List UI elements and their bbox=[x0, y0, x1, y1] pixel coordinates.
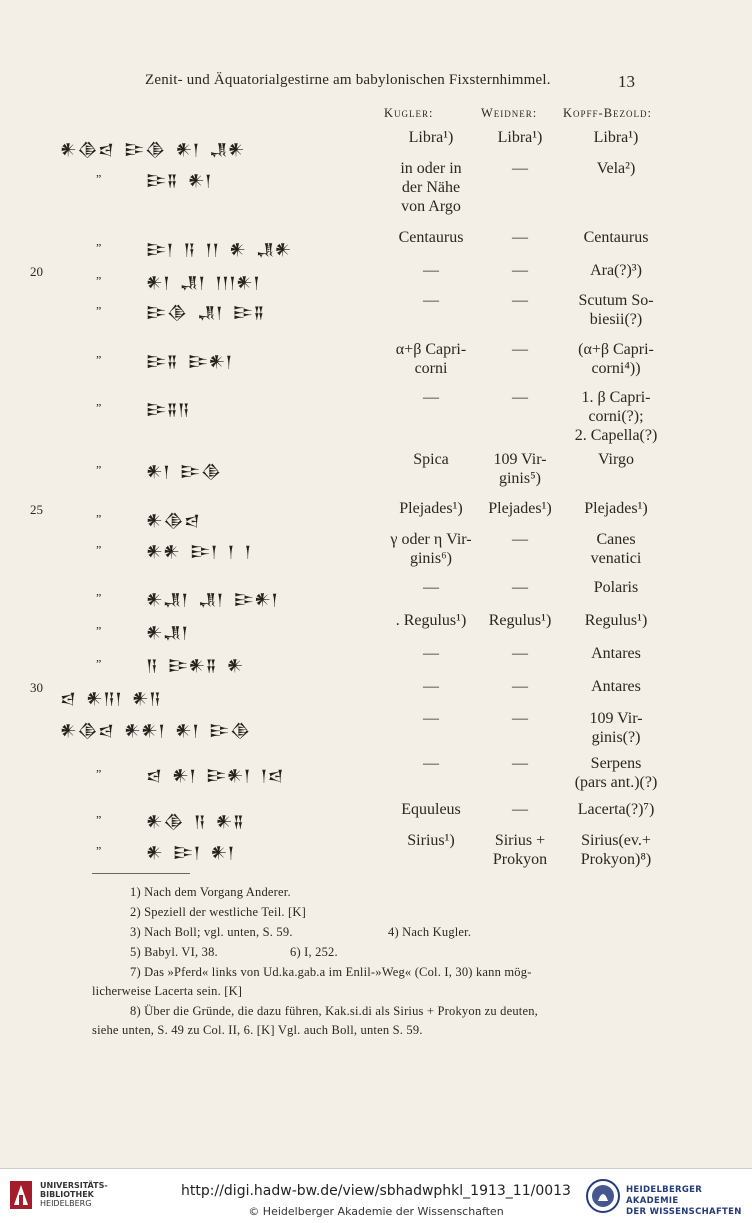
kopff-bezold-cell: Polaris bbox=[593, 579, 639, 596]
kopff-bezold-cell: 109 Vir- ginis(?) bbox=[589, 710, 643, 746]
line-number: 25 bbox=[30, 502, 43, 517]
viewer-footer bbox=[0, 1168, 752, 1223]
cuneiform-signs: 𒀭𒆠 𒀀 𒀭𒐉 bbox=[146, 812, 245, 831]
ditto-mark: „ bbox=[96, 536, 102, 550]
kugler-cell: Sirius¹) bbox=[407, 832, 455, 849]
ditto-mark: „ bbox=[96, 617, 102, 631]
ditto-mark: „ bbox=[96, 234, 102, 248]
kugler-cell: — bbox=[423, 579, 439, 596]
ditto-mark: „ bbox=[96, 760, 102, 774]
cuneiform-signs: 𒄿𒁹 𒀀 𒁹𒁹 𒀭 𒂗𒀭 bbox=[146, 240, 292, 259]
ditto-mark: „ bbox=[96, 165, 102, 179]
weidner-cell: — bbox=[512, 262, 528, 279]
academy-seal-icon bbox=[586, 1177, 620, 1215]
kopff-bezold-cell: Scutum So- biesii(?) bbox=[578, 292, 654, 328]
kopff-bezold-cell: Libra¹) bbox=[593, 129, 639, 146]
weidner-cell: — bbox=[512, 710, 528, 727]
ditto-mark: „ bbox=[96, 394, 102, 408]
ditto-mark: „ bbox=[96, 837, 102, 851]
cuneiform-signs: 𒀭𒀭 𒄿𒁹 𒁹 𒁹 bbox=[146, 542, 252, 561]
footnote: siehe unten, S. 49 zu Col. II, 6. [K] Vgl. auch Boll, unten S. 59. bbox=[92, 1023, 423, 1037]
kopff-bezold-cell: Virgo bbox=[597, 451, 635, 468]
footnote-rule bbox=[92, 873, 190, 874]
cuneiform-signs: 𒁀 𒀭𒀀𒁹 𒀭𒀀 bbox=[60, 689, 162, 708]
weidner-cell: — bbox=[512, 801, 528, 818]
kopff-bezold-cell: Lacerta(?)⁷) bbox=[577, 801, 655, 818]
ditto-mark: „ bbox=[96, 346, 102, 360]
cuneiform-signs: 𒀭 𒄿𒁹 𒀭𒁹 bbox=[146, 843, 235, 862]
cuneiform-signs: 𒄿𒆠 𒂗𒁹 𒄿𒐉 bbox=[146, 303, 265, 322]
kopff-bezold-cell: Centaurus bbox=[583, 229, 649, 246]
cuneiform-signs: 𒄿𒐉 𒀭𒁹 bbox=[146, 171, 212, 190]
footnote: 2) Speziell der westliche Teil. [K] bbox=[130, 905, 306, 919]
cuneiform-signs: 𒁀 𒀭𒁹 𒄿𒀭𒁹 𒁹𒁀 bbox=[146, 766, 284, 785]
footnote: 4) Nach Kugler. bbox=[388, 925, 472, 939]
kugler-cell: — bbox=[423, 755, 439, 772]
kopff-bezold-cell: Canes venatici bbox=[590, 531, 642, 567]
footnote: 8) Über die Gründe, die dazu führen, Kak.si.di als Sirius + Prokyon zu deuten, bbox=[130, 1004, 538, 1018]
line-number: 20 bbox=[30, 264, 43, 279]
footnote: 7) Das »Pferd« links von Ud.ka.gab.a im Enlil-»Weg« (Col. I, 30) kann mög- bbox=[130, 965, 532, 979]
ditto-mark: „ bbox=[96, 297, 102, 311]
cuneiform-signs: 𒀭𒆠𒁀 bbox=[146, 511, 201, 530]
weidner-cell: Regulus¹) bbox=[488, 612, 552, 629]
kugler-cell: — bbox=[423, 678, 439, 695]
kugler-cell: . Regulus¹) bbox=[395, 612, 467, 629]
cuneiform-signs: 𒄿𒐉𒀀 bbox=[146, 400, 190, 419]
ditto-mark: „ bbox=[96, 267, 102, 281]
ditto-mark: „ bbox=[96, 584, 102, 598]
kopff-bezold-cell: Serpens (pars ant.)(?) bbox=[574, 755, 658, 791]
footnote: 5) Babyl. VI, 38. bbox=[130, 945, 218, 959]
university-library-name: UNIVERSITÄTS- BIBLIOTHEK HEIDELBERG bbox=[40, 1181, 108, 1208]
ditto-mark: „ bbox=[96, 806, 102, 820]
kopff-bezold-cell: Ara(?)³) bbox=[590, 262, 642, 279]
weidner-cell: — bbox=[512, 678, 528, 695]
running-title: Zenit- und Äquatorialgestirne am babylonischen Fixsternhimmel. bbox=[145, 72, 551, 88]
kugler-cell: — bbox=[423, 292, 439, 309]
kugler-cell: — bbox=[423, 710, 439, 727]
column-header-weidner: Weidner: bbox=[481, 106, 538, 120]
weidner-cell: — bbox=[512, 229, 528, 246]
kugler-cell: Centaurus bbox=[398, 229, 464, 246]
weidner-cell: — bbox=[512, 645, 528, 662]
weidner-cell: Plejades¹) bbox=[488, 500, 552, 517]
kopff-bezold-cell: Regulus¹) bbox=[584, 612, 648, 629]
ditto-mark: „ bbox=[96, 650, 102, 664]
kugler-cell: — bbox=[423, 645, 439, 662]
weidner-cell: Libra¹) bbox=[497, 129, 543, 146]
copyright-notice: © Heidelberger Akademie der Wissenschaften bbox=[248, 1205, 504, 1218]
kopff-bezold-cell: Antares bbox=[591, 645, 641, 662]
footnote: licherweise Lacerta sein. [K] bbox=[92, 984, 243, 998]
kopff-bezold-cell: 1. β Capri- corni(?); 2. Capella(?) bbox=[574, 389, 658, 444]
kugler-cell: Equuleus bbox=[401, 801, 461, 818]
kugler-cell: — bbox=[423, 389, 439, 406]
weidner-cell: — bbox=[512, 531, 528, 548]
cuneiform-signs: 𒀭𒂗𒁹 bbox=[146, 623, 189, 642]
footnote: 3) Nach Boll; vgl. unten, S. 59. bbox=[130, 925, 293, 939]
cuneiform-signs: 𒀭𒁹 𒂗𒁹 𒁹𒁹𒁹𒀭𒁹 bbox=[146, 273, 261, 292]
cuneiform-signs: 𒀭𒆠𒁀 𒀭𒀭𒁹 𒀭𒁹 𒄿𒆠 bbox=[60, 721, 251, 740]
cuneiform-signs: 𒀀 𒄿𒀭𒐉 𒀭 bbox=[146, 656, 244, 675]
kugler-cell: Libra¹) bbox=[408, 129, 454, 146]
kugler-cell: — bbox=[423, 262, 439, 279]
line-number: 30 bbox=[30, 680, 43, 695]
weidner-cell: — bbox=[512, 160, 528, 177]
kopff-bezold-cell: Antares bbox=[591, 678, 641, 695]
kugler-cell: γ oder η Vir- ginis⁶) bbox=[390, 531, 472, 567]
weidner-cell: Sirius + Prokyon bbox=[492, 832, 548, 868]
permalink-url[interactable]: http://digi.hadw-bw.de/view/sbhadwphkl_1913_11/0013 bbox=[181, 1183, 571, 1199]
column-header-kugler: Kugler: bbox=[384, 106, 434, 120]
kugler-cell: α+β Capri- corni bbox=[395, 341, 467, 377]
weidner-cell: 109 Vir- ginis⁵) bbox=[493, 451, 547, 487]
kugler-cell: Spica bbox=[413, 451, 449, 468]
kugler-cell: in oder in der Nähe von Argo bbox=[400, 160, 462, 215]
kopff-bezold-cell: Sirius(ev.+ Prokyon)⁸) bbox=[580, 832, 652, 868]
kopff-bezold-cell: (α+β Capri- corni⁴)) bbox=[578, 341, 654, 377]
weidner-cell: — bbox=[512, 389, 528, 406]
weidner-cell: — bbox=[512, 341, 528, 358]
cuneiform-signs: 𒀭𒁹 𒄿𒆠 bbox=[146, 462, 222, 481]
cuneiform-signs: 𒀭𒂗𒁹 𒂗𒁹 𒄿𒀭𒁹 bbox=[146, 590, 279, 609]
kopff-bezold-cell: Plejades¹) bbox=[584, 500, 648, 517]
page-number: 13 bbox=[618, 72, 635, 91]
cuneiform-signs: 𒀭𒆠𒁀 𒄿𒆠 𒀭𒁹 𒂗𒀭 bbox=[60, 140, 245, 159]
weidner-cell: — bbox=[512, 755, 528, 772]
kopff-bezold-cell: Vela²) bbox=[596, 160, 636, 177]
weidner-cell: — bbox=[512, 579, 528, 596]
footnote: 1) Nach dem Vorgang Anderer. bbox=[130, 885, 291, 899]
column-header-kopff-bezold: Kopff-Bezold: bbox=[563, 106, 653, 120]
weidner-cell: — bbox=[512, 292, 528, 309]
cuneiform-signs: 𒄿𒐉 𒄿𒀭𒁹 bbox=[146, 352, 233, 371]
ditto-mark: „ bbox=[96, 456, 102, 470]
footnote: 6) I, 252. bbox=[290, 945, 338, 959]
ditto-mark: „ bbox=[96, 505, 102, 519]
academy-name: HEIDELBERGER AKADEMIE DER WISSENSCHAFTEN bbox=[626, 1185, 742, 1217]
kugler-cell: Plejades¹) bbox=[399, 500, 463, 517]
